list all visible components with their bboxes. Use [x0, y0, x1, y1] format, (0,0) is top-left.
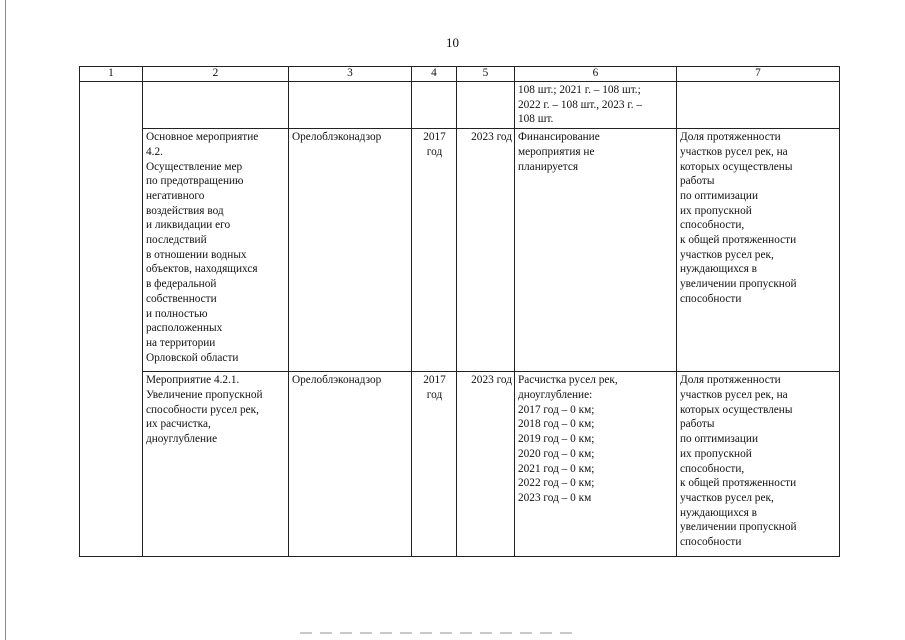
cell-empty [457, 82, 515, 129]
cell-empty [143, 82, 289, 129]
table-row-continuation [80, 82, 840, 129]
header-cell-7: 7 [677, 67, 840, 82]
cell-empty [289, 82, 412, 129]
start-year-cell: 2017 год [412, 372, 457, 556]
continued-targets-cell: 108 шт.; 2021 г. – 108 шт.; 2022 г. – 108 шт., 2023 г. – 108 шт. [515, 82, 677, 129]
measure-name-cell: Основное мероприятие 4.2. Осуществление мер по предотвращению негативного воздействия вод и ликвидации его последствий в отношении водных объектов, находящихся в федеральной собственности и полностью расположенных на территории Орловской области [143, 129, 289, 372]
number-cell-empty [80, 82, 143, 557]
cell-empty [677, 82, 840, 129]
header-cell-6: 6 [515, 67, 677, 82]
header-cell-3: 3 [289, 67, 412, 82]
end-year-cell: 2023 год [457, 372, 515, 556]
table-header-row [80, 67, 840, 82]
header-cell-2: 2 [143, 67, 289, 82]
header-cell-4: 4 [412, 67, 457, 82]
table-row-4-2-1 [80, 372, 840, 556]
executor-cell: Орелоблэконадзор [289, 129, 412, 372]
scan-bottom-smudge [300, 632, 580, 634]
start-year-cell: 2017 год [412, 129, 457, 372]
measure-name-cell: Мероприятие 4.2.1. Увеличение пропускной способности русел рек, их расчистка, дноуглубление [143, 372, 289, 556]
financing-cell: Финансирование мероприятия не планируется [515, 129, 677, 372]
end-year-cell: 2023 год [457, 129, 515, 372]
scan-left-edge [5, 0, 6, 640]
header-cell-5: 5 [457, 67, 515, 82]
indicator-cell: Доля протяженности участков русел рек, на которых осуществлены работы по оптимизации их пропускной способности, к общей протяженности участков русел рек, нуждающихся в увеличении пропускной способности [677, 129, 840, 372]
indicator-cell: Доля протяженности участков русел рек, на которых осуществлены работы по оптимизации их пропускной способности, к общей протяженности участков русел рек, нуждающихся в увеличении пропускной способности [677, 372, 840, 556]
table-row-main-4-2 [80, 129, 840, 372]
works-cell: Расчистка русел рек, дноуглубление: 2017 год – 0 км; 2018 год – 0 км; 2019 год – 0 км; 2020 год – 0 км; 2021 год – 0 км; 2022 год – 0 км; 2023 год – 0 км [515, 372, 677, 556]
executor-cell: Орелоблэконадзор [289, 372, 412, 556]
cell-empty [412, 82, 457, 129]
header-cell-1: 1 [80, 67, 143, 82]
measures-table [79, 66, 840, 557]
page-number: 10 [446, 35, 459, 50]
